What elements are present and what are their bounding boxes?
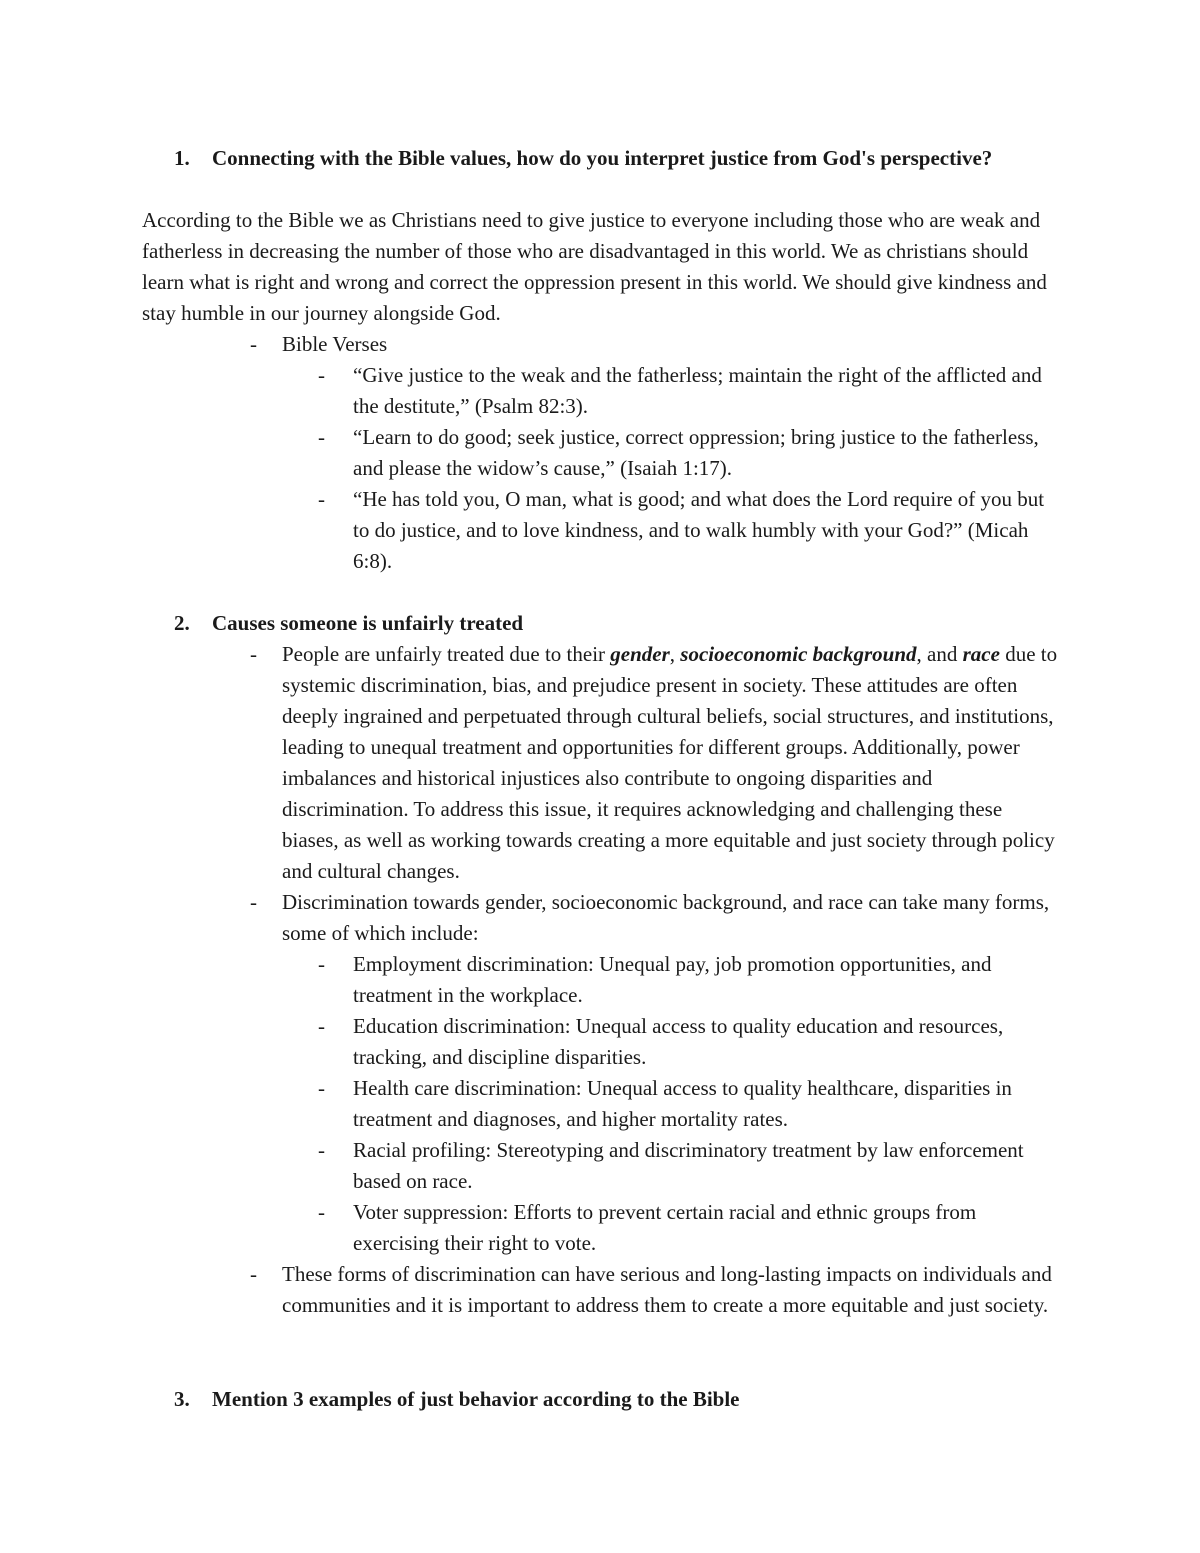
bullet-dash: -	[318, 1138, 325, 1162]
bullet-dash: -	[318, 1200, 325, 1224]
verse-text: “He has told you, O man, what is good; and what does the Lord require of you but to do justice, and to love kindness, and to walk humbly with your God?” (Micah 6:8).	[353, 487, 1045, 573]
gender-emphasis: gender	[610, 642, 670, 666]
bullet-dash: -	[250, 332, 257, 356]
bullet-dash: -	[318, 1014, 325, 1038]
verse-item-isaiah	[318, 422, 1063, 484]
section-2-heading	[174, 608, 1054, 639]
bullet-dash: -	[250, 642, 257, 666]
unfair-treatment-text	[282, 639, 1060, 887]
bullet-dash: -	[318, 1076, 325, 1100]
bullet-dash: -	[250, 890, 257, 914]
section-1-title: Connecting with the Bible values, how do you interpret justice from God's perspective?	[212, 146, 993, 170]
verse-text: “Learn to do good; seek justice, correct oppression; bring justice to the fatherless, and please the widow’s cause,” (Isaiah 1:17).	[353, 425, 1039, 480]
section-3-number: 3.	[174, 1387, 190, 1411]
discrimination-forms-bullet	[250, 887, 1060, 949]
form-text: Health care discrimination: Unequal access to quality healthcare, disparities in treatment and diagnoses, and higher mortality rates.	[353, 1076, 1012, 1131]
form-item-voter-suppression	[318, 1197, 1063, 1259]
section-3-title: Mention 3 examples of just behavior according to the Bible	[212, 1387, 740, 1411]
discrimination-forms-text: Discrimination towards gender, socioeconomic background, and race can take many forms, some of which include:	[282, 890, 1050, 945]
form-text: Employment discrimination: Unequal pay, job promotion opportunities, and treatment in the workplace.	[353, 952, 992, 1007]
form-item-healthcare	[318, 1073, 1063, 1135]
section-2-number: 2.	[174, 611, 190, 635]
and-text: , and	[916, 642, 963, 666]
form-text: Education discrimination: Unequal access to quality education and resources, tracking, and discipline disparities.	[353, 1014, 1004, 1069]
form-item-education	[318, 1011, 1063, 1073]
bullet-dash: -	[318, 952, 325, 976]
comma-text: ,	[669, 642, 681, 666]
section-1-number: 1.	[174, 146, 190, 170]
verse-item-micah	[318, 484, 1063, 577]
verse-text: “Give justice to the weak and the fatherless; maintain the right of the afflicted and the destitute,” (Psalm 82:3).	[353, 363, 1042, 418]
section-1-heading	[174, 143, 1054, 174]
bullet-dash: -	[318, 363, 325, 387]
rest-text: due to systemic discrimination, bias, and prejudice present in society. These attitudes are often deeply ingrained and perpetuated through cultural beliefs, social structures, and institutions, leading to unequal treatment and opportunities for different groups. Additionally, power imbalances and historical injustices also contribute to ongoing disparities and discrimination. To address this issue, it requires acknowledging and challenging these biases, as well as working towards creating a more equitable and just society through policy and cultural changes.	[282, 642, 1058, 883]
unfair-treatment-bullet	[250, 639, 1060, 887]
section-3-heading	[174, 1384, 1054, 1415]
impact-text: These forms of discrimination can have serious and long-lasting impacts on individuals and communities and it is important to address them to create a more equitable and just society.	[282, 1262, 1052, 1317]
bullet-dash: -	[318, 425, 325, 449]
race-emphasis: race	[962, 642, 1000, 666]
bible-verses-bullet	[250, 329, 1060, 360]
bullet-dash: -	[250, 1262, 257, 1286]
bible-verses-label: Bible Verses	[282, 332, 388, 356]
form-item-racial-profiling	[318, 1135, 1063, 1197]
section-2-title: Causes someone is unfairly treated	[212, 611, 524, 635]
verse-item-psalm	[318, 360, 1063, 422]
section-1-paragraph: According to the Bible we as Christians need to give justice to everyone including those who are weak and fatherless in decreasing the number of those who are disadvantaged in this world. We as christians should learn what is right and wrong and correct the oppression present in this world. We should give kindness and stay humble in our journey alongside God.	[142, 208, 1047, 325]
form-item-employment	[318, 949, 1063, 1011]
socioeconomic-emphasis: socioeconomic background	[680, 642, 917, 666]
form-text: Racial profiling: Stereotyping and discriminatory treatment by law enforcement based on race.	[353, 1138, 1024, 1193]
form-text: Voter suppression: Efforts to prevent certain racial and ethnic groups from exercising their right to vote.	[353, 1200, 977, 1255]
lead-text: People are unfairly treated due to their	[282, 642, 611, 666]
impact-bullet	[250, 1259, 1060, 1321]
bullet-dash: -	[318, 487, 325, 511]
